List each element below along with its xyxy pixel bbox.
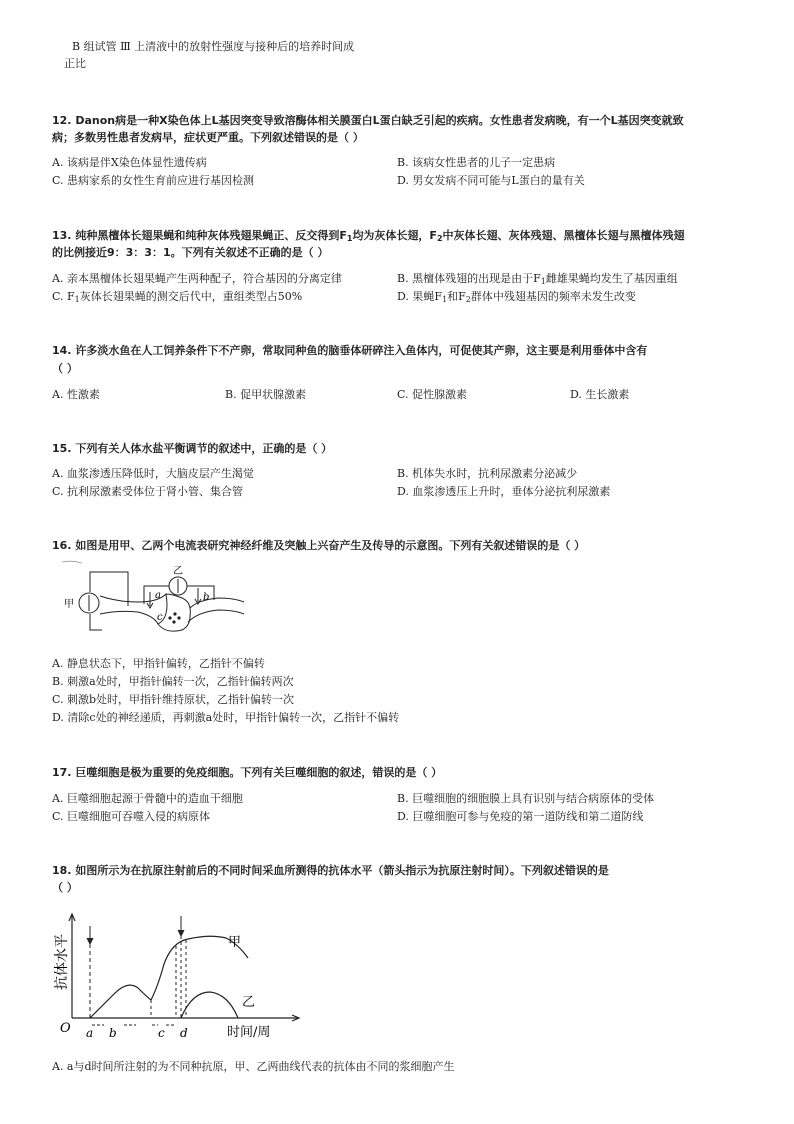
q16-stem: 16. 如图是用甲、乙两个电流表研究神经纤维及突触上兴奋产生及传导的示意图。下列有关叙述错误的是（ ） [52, 539, 586, 552]
q12-option-b: B. 该病女性患者的儿子一定患病 [397, 156, 556, 169]
curve-yi-label: 乙 [242, 995, 256, 1010]
q12-stem-line-2: 病；多数男性患者发病早，症状更严重。下列叙述错误的是（ ） [52, 131, 364, 144]
q16-option-b: B. 刺激a处时，甲指针偏转一次，乙指针偏转两次 [52, 675, 294, 688]
curve-jia-label: 甲 [228, 935, 242, 950]
q14-option-b: B. 促甲状腺激素 [225, 388, 307, 401]
q17-stem: 17. 巨噬细胞是极为重要的免疫细胞。下列有关巨噬细胞的叙述，错误的是（ ） [52, 766, 443, 779]
y-axis-label: 抗体水平 [54, 934, 70, 990]
q15-option-b: B. 机体失水时，抗利尿激素分泌减少 [397, 467, 578, 480]
curve-yi [181, 992, 238, 1018]
x-axis-label: 时间/周 [227, 1025, 271, 1040]
q13-option-b: B. 黑檀体残翅的出现是由于$F_1$雌雄果蝇均发生了基因重组 [397, 272, 678, 286]
q12-option-a: A. 该病是伴X染色体显性遗传病 [52, 156, 207, 169]
tick-b: b [109, 1026, 117, 1040]
tick-a: a [86, 1026, 94, 1040]
q14-option-c: C. 促性腺激素 [397, 388, 468, 401]
q17-option-a: A. 巨噬细胞起源于骨髓中的造血干细胞 [52, 792, 243, 805]
q16-option-c: C. 刺激b处时，甲指针维持原状，乙指针偏转一次 [52, 693, 295, 706]
q18-option-a: A. a与d时间所注射的为不同种抗原，甲、乙两曲线代表的抗体由不同的浆细胞产生 [52, 1060, 455, 1073]
q18-stem-line-1: 18. 如图所示为在抗原注射前后的不同时间采血所测得的抗体水平（箭头指示为抗原注射时间）。下列叙述错误的是 [52, 864, 609, 877]
tick-c: c [158, 1026, 165, 1040]
q16-neuron-diagram [58, 558, 248, 640]
q18-stem-line-2: （ ） [52, 881, 78, 894]
q17-option-d: D. 巨噬细胞可参与免疫的第一道防线和第二道防线 [397, 810, 644, 823]
q14-stem-line-2: （ ） [52, 362, 78, 375]
q15-option-d: D. 血浆渗透压上升时，垂体分泌抗利尿激素 [397, 485, 611, 498]
q14-option-a: A. 性激素 [52, 388, 100, 401]
origin-label: O [60, 1021, 71, 1036]
q12-stem-line-1: 12. Danon病是一种X染色体上L基因突变导致溶酶体相关膜蛋白L蛋白缺乏引起的疾病。女性患者发病晚，有一个L基因突变就致 [52, 114, 684, 127]
q13-option-a: A. 亲本黑檀体长翅果蝇产生两种配子，符合基因的分离定律 [52, 272, 342, 285]
q12-option-d: D. 男女发病不同可能与L蛋白的量有关 [397, 174, 585, 187]
q15-stem: 15. 下列有关人体水盐平衡调节的叙述中，正确的是（ ） [52, 442, 333, 455]
q13-option-d: D. 果蝇$F_1$和$F_2$群体中残翅基因的频率未发生改变 [397, 290, 636, 304]
header-line-1: B 组试管 Ⅲ 上清液中的放射性强度与接种后的培养时间成 [72, 40, 355, 53]
meter-yi-label: 乙 [173, 566, 183, 577]
q16-option-a: A. 静息状态下，甲指针偏转，乙指针不偏转 [52, 657, 265, 670]
label-a: a [155, 590, 161, 601]
header-line-2: 正比 [64, 57, 86, 70]
meter-jia-label: 甲 [64, 599, 74, 610]
label-c: c [157, 612, 163, 623]
q17-option-b: B. 巨噬细胞的细胞膜上具有识别与结合病原体的受体 [397, 792, 655, 805]
q14-option-d: D. 生长激素 [570, 388, 630, 401]
q13-option-c: C. $F_1$灰体长翅果蝇的测交后代中，重组类型占50% [52, 290, 303, 304]
q15-option-a: A. 血浆渗透压降低时，大脑皮层产生渴觉 [52, 467, 254, 480]
q18-antibody-figure [52, 906, 302, 1042]
q12-option-c: C. 患病家系的女性生育前应进行基因检测 [52, 174, 255, 187]
q17-option-c: C. 巨噬细胞可吞噬入侵的病原体 [52, 810, 211, 823]
tick-d: d [180, 1026, 188, 1040]
q13-stem-line-1: 13. 纯种黑檀体长翅果蝇和纯种灰体残翅果蝇正、反交得到$F_1$均为灰体长翅，$F_2$中灰体长翅、灰体残翅、黑檀体长翅与黑檀体残翅 [52, 229, 685, 243]
q13-stem-line-2: 的比例接近9：3：3：1。下列有关叙述不正确的是（ ） [52, 246, 329, 259]
curve-jia [90, 936, 248, 1018]
q16-option-d: D. 清除c处的神经递质，再刺激a处时，甲指针偏转一次，乙指针不偏转 [52, 711, 400, 724]
q15-option-c: C. 抗利尿激素受体位于肾小管、集合管 [52, 485, 244, 498]
label-b: b [203, 592, 210, 603]
q14-stem-line-1: 14. 许多淡水鱼在人工饲养条件下不产卵，常取同种鱼的脑垂体研碎注入鱼体内，可促使其产卵，这主要是利用垂体中含有 [52, 344, 648, 357]
